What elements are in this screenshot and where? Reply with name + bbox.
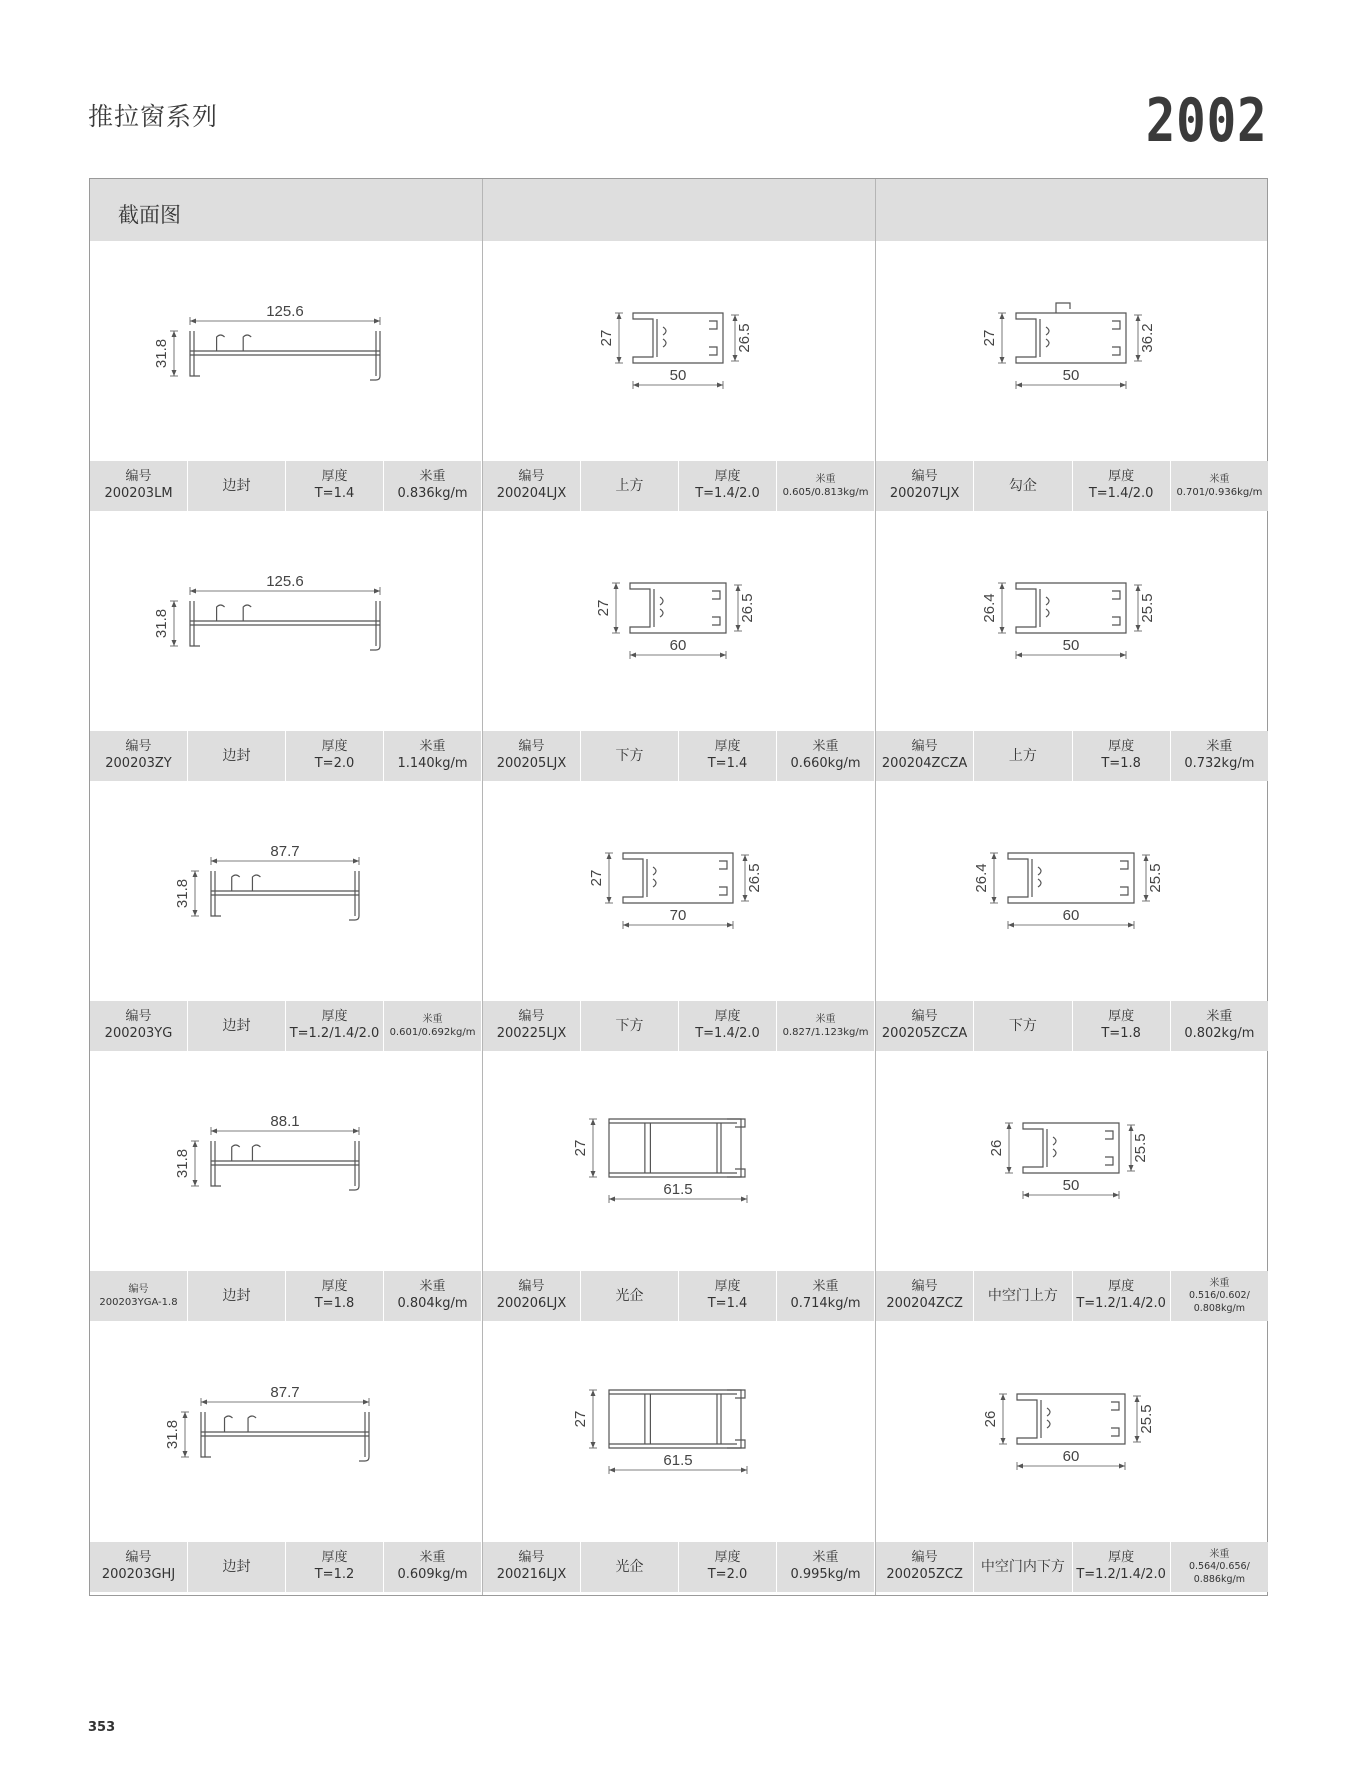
cross-section-diagram [876,241,1267,461]
product-thickness [1073,461,1171,511]
product-name-value: 下方 [615,1017,644,1034]
dimension-width-label: 61.5 [663,1181,693,1198]
spec-row [483,731,874,781]
product-thickness-value: T=1.4/2.0 [695,486,760,501]
product-thickness-value: T=1.2 [314,1567,355,1582]
product-name-value: 光企 [615,1287,644,1304]
product-thickness-label: 厚度 [321,1550,348,1566]
dimension-height-label: 27 [595,599,612,617]
profile-drawing [90,1322,481,1542]
product-weight [1171,731,1268,781]
dimension-height-label: 31.8 [174,1148,191,1179]
product-weight [1171,461,1268,511]
product-name [974,1001,1072,1051]
product-code-value: 200203LM [104,486,173,501]
profile-drawing [876,1322,1267,1542]
product-name [974,461,1072,511]
product-name-value: 边封 [222,747,251,764]
product-weight-label: 米重 [419,1279,446,1295]
product-thickness-label: 厚度 [321,469,348,485]
product-code [90,1542,188,1592]
cross-section-diagram [876,781,1267,1001]
product-name-value: 中空门上方 [987,1287,1058,1304]
cross-section-diagram [483,241,874,461]
profile-table [89,178,1268,1596]
product-weight [384,1271,481,1321]
profile-drawing [90,781,481,1001]
product-code-value: 200207LJX [889,486,960,501]
product-thickness-label: 厚度 [1108,1009,1135,1025]
profile-drawing [876,781,1267,1001]
dimension-height-label: 26.5 [736,323,753,353]
dimension-width-label: 125.6 [266,573,304,590]
product-weight-value: 0.732kg/m [1184,756,1255,771]
product-weight [1171,1542,1268,1592]
product-weight-label: 米重 [422,1014,443,1025]
product-code-value: 200205ZCZ [886,1567,963,1582]
profile-drawing [876,511,1267,731]
product-code-value: 200205ZCZA [881,1026,968,1041]
spec-row [483,1001,874,1051]
product-weight-value: 0.605/0.813kg/m [782,487,869,498]
product-thickness [1073,1001,1171,1051]
dimension-width-label: 60 [669,637,687,654]
product-thickness-label: 厚度 [321,1009,348,1025]
cross-section-diagram [90,241,481,461]
spec-row [483,1271,874,1321]
product-name-value: 边封 [222,477,251,494]
product-name-value: 光企 [615,1558,644,1575]
product-code-label: 编号 [518,1279,545,1295]
product-code-label: 编号 [911,1550,938,1566]
product-thickness-label: 厚度 [1108,1550,1135,1566]
product-name [188,461,286,511]
product-weight-label: 米重 [1209,1277,1230,1289]
product-weight-value: 0.802kg/m [1184,1026,1255,1041]
profile-drawing [483,1051,874,1271]
product-thickness-value: T=1.2/1.4/2.0 [289,1026,380,1041]
dimension-height-label: 26.4 [973,863,990,893]
product-code-value: 200204ZCZA [881,756,968,771]
product-name-value: 下方 [1008,1017,1037,1034]
dimension-height-label: 31.8 [153,608,170,639]
product-weight [777,461,874,511]
dimension-height-label: 31.8 [164,1419,181,1450]
product-weight [1171,1001,1268,1051]
product-thickness [286,461,384,511]
product-code [483,1542,581,1592]
product-thickness-label: 厚度 [1108,1279,1135,1295]
product-weight [777,1001,874,1051]
product-name [974,1271,1072,1321]
product-thickness-value: T=1.4 [707,756,748,771]
profile-drawing [90,1051,481,1271]
product-code [876,1542,974,1592]
dimension-height-label: 36.2 [1139,323,1156,353]
product-thickness-label: 厚度 [714,1009,741,1025]
dimension-width-label: 60 [1062,907,1080,924]
cross-section-diagram [483,1051,874,1271]
dimension-height-label: 25.5 [1138,1404,1155,1434]
product-weight-value: 0.609kg/m [397,1567,468,1582]
product-code-label: 编号 [125,1009,152,1025]
dimension-width-label: 125.6 [266,303,304,320]
product-thickness-value: T=2.0 [707,1567,748,1582]
section-label: 截面图 [118,203,181,227]
product-weight-label: 米重 [815,1014,836,1025]
dimension-width-label: 61.5 [663,1452,693,1469]
product-thickness-label: 厚度 [714,469,741,485]
product-code [876,1271,974,1321]
product-code-label: 编号 [911,739,938,755]
product-code-label: 编号 [125,739,152,755]
product-thickness-value: T=1.4 [314,486,355,501]
product-name-value: 边封 [222,1017,251,1034]
product-code-value: 200225LJX [496,1026,567,1041]
product-thickness [286,731,384,781]
product-code [483,461,581,511]
product-thickness-value: T=1.2/1.4/2.0 [1076,1296,1166,1311]
product-weight-value: 0.995kg/m [790,1567,861,1582]
product-thickness-value: T=1.4/2.0 [695,1026,760,1041]
product-thickness-value: T=1.2/1.4/2.0 [1076,1567,1166,1582]
product-code [483,1001,581,1051]
product-code [483,731,581,781]
product-weight [384,1542,481,1592]
profile-drawing [483,241,874,461]
product-thickness-value: T=1.4/2.0 [1088,486,1154,501]
dimension-width-label: 87.7 [270,1384,300,1401]
product-thickness-value: T=1.8 [314,1296,355,1311]
dimension-height-label: 26 [982,1410,999,1428]
dimension-height-label: 26.4 [981,593,998,623]
cross-section-diagram [90,781,481,1001]
product-code-value: 200203ZY [105,756,172,771]
product-name [188,1542,286,1592]
product-thickness [679,1001,777,1051]
product-thickness [1073,731,1171,781]
product-weight [1171,1271,1268,1321]
product-name-value: 边封 [222,1287,251,1304]
spec-row [90,1542,481,1592]
dimension-height-label: 27 [598,329,615,347]
page-title: 推拉窗系列 [88,102,219,131]
product-thickness [1073,1271,1171,1321]
product-code-label: 编号 [518,469,545,485]
profile-drawing [90,511,481,731]
dimension-height-label: 25.5 [1139,593,1156,623]
product-code-value: 200204ZCZ [886,1296,963,1311]
product-code [876,731,974,781]
dimension-width-label: 88.1 [270,1113,300,1130]
product-weight-label: 米重 [1206,739,1233,755]
product-weight-value: 0.564/0.656/ 0.886kg/m [1188,1560,1250,1585]
product-name-value: 上方 [615,477,644,494]
dimension-width-label: 50 [1062,637,1080,654]
cross-section-diagram [90,1051,481,1271]
cross-section-diagram [876,1322,1267,1542]
cross-section-diagram [483,1322,874,1542]
product-name [581,731,679,781]
spec-row [876,1271,1268,1321]
product-name [188,1271,286,1321]
spec-row [876,1001,1268,1051]
spec-row [90,461,481,511]
spec-row [90,1001,481,1051]
product-weight-label: 米重 [419,739,446,755]
spec-row [483,1542,874,1592]
dimension-height-label: 27 [572,1410,589,1428]
product-weight [384,461,481,511]
product-name [581,1001,679,1051]
profile-drawing [876,1051,1267,1271]
cross-section-diagram [876,1051,1267,1271]
dimension-height-label: 25.5 [1132,1133,1149,1163]
product-code [90,461,188,511]
product-name-value: 中空门内下方 [980,1558,1065,1575]
product-name [974,1542,1072,1592]
product-name-value: 勾企 [1008,477,1037,494]
cross-section-diagram [90,1322,481,1542]
spec-row [876,461,1268,511]
product-code [90,1001,188,1051]
product-name [581,461,679,511]
product-thickness [679,461,777,511]
product-weight [384,1001,481,1051]
profile-drawing [483,1322,874,1542]
product-code-label: 编号 [128,1284,149,1295]
dimension-width-label: 50 [1062,367,1080,384]
dimension-width-label: 70 [669,907,687,924]
product-thickness-value: T=1.8 [1101,1026,1141,1041]
product-thickness-label: 厚度 [714,1279,741,1295]
product-thickness [286,1271,384,1321]
product-name [974,731,1072,781]
spec-row [483,461,874,511]
product-name-value: 下方 [615,747,644,764]
page-number: 353 [88,1720,116,1735]
product-thickness [286,1542,384,1592]
product-code-value: 200204LJX [496,486,567,501]
dimension-height-label: 25.5 [1147,863,1164,893]
product-code-label: 编号 [518,1009,545,1025]
spec-row [876,1542,1268,1592]
product-code-label: 编号 [911,1279,938,1295]
dimension-width-label: 50 [1062,1177,1080,1194]
spec-row [876,731,1268,781]
product-code-value: 200203GHJ [101,1567,176,1582]
product-weight-label: 米重 [1209,1548,1230,1560]
product-weight [777,1542,874,1592]
product-weight-value: 1.140kg/m [397,756,468,771]
product-name [188,1001,286,1051]
product-thickness [679,731,777,781]
profile-drawing [483,511,874,731]
cross-section-diagram [483,511,874,731]
dimension-height-label: 27 [981,329,998,347]
product-weight-value: 0.804kg/m [397,1296,468,1311]
product-name [581,1542,679,1592]
series-number: 2002 [1145,86,1267,156]
product-name-value: 上方 [1008,747,1037,764]
product-thickness [286,1001,384,1051]
product-code [876,1001,974,1051]
product-weight-value: 0.516/0.602/ 0.808kg/m [1188,1289,1250,1314]
profile-drawing [483,781,874,1001]
product-code-value: 200205LJX [496,756,567,771]
product-code [90,1271,188,1321]
dimension-width-label: 87.7 [270,843,300,860]
product-weight-value: 0.701/0.936kg/m [1176,487,1263,498]
spec-row [90,731,481,781]
dimension-height-label: 26 [988,1139,1005,1157]
product-name [581,1271,679,1321]
product-weight [777,731,874,781]
product-code [90,731,188,781]
product-weight-label: 米重 [419,1550,446,1566]
dimension-height-label: 27 [572,1139,589,1157]
product-code-label: 编号 [911,1009,938,1025]
product-code-label: 编号 [518,1550,545,1566]
cross-section-diagram [483,781,874,1001]
product-code-label: 编号 [911,469,938,485]
product-weight-label: 米重 [812,1550,839,1566]
product-thickness-label: 厚度 [714,1550,741,1566]
product-weight [777,1271,874,1321]
product-code-value: 200203YG [104,1026,173,1041]
product-weight-label: 米重 [419,469,446,485]
profile-drawing [876,241,1267,461]
product-thickness-label: 厚度 [1108,739,1135,755]
product-code-value: 200203YGA-1.8 [99,1297,178,1308]
product-code-label: 编号 [125,1550,152,1566]
product-weight-value: 0.660kg/m [790,756,861,771]
product-thickness-value: T=2.0 [314,756,355,771]
product-weight-value: 0.601/0.692kg/m [389,1027,476,1038]
product-weight-label: 米重 [812,1279,839,1295]
dimension-height-label: 26.5 [746,863,763,893]
product-weight [384,731,481,781]
product-thickness-label: 厚度 [321,1279,348,1295]
product-thickness-value: T=1.8 [1101,756,1141,771]
product-weight-label: 米重 [1209,474,1230,485]
product-weight-label: 米重 [815,474,836,485]
product-code [483,1271,581,1321]
profile-drawing [90,241,481,461]
product-thickness [679,1271,777,1321]
product-weight-label: 米重 [812,739,839,755]
dimension-height-label: 26.5 [739,593,756,623]
dimension-height-label: 31.8 [153,338,170,369]
product-thickness-label: 厚度 [714,739,741,755]
dimension-width-label: 50 [669,367,687,384]
product-thickness-label: 厚度 [321,739,348,755]
product-thickness [1073,1542,1171,1592]
dimension-height-label: 27 [588,869,605,887]
product-weight-value: 0.836kg/m [397,486,468,501]
dimension-height-label: 31.8 [174,878,191,909]
dimension-width-label: 60 [1062,1448,1080,1465]
cross-section-diagram [876,511,1267,731]
spec-row [90,1271,481,1321]
product-code-label: 编号 [125,469,152,485]
product-thickness-value: T=1.4 [707,1296,748,1311]
product-thickness-label: 厚度 [1108,469,1135,485]
product-name-value: 边封 [222,1558,251,1575]
product-weight-value: 0.714kg/m [790,1296,861,1311]
product-code-value: 200206LJX [496,1296,567,1311]
product-code [876,461,974,511]
product-name [188,731,286,781]
product-weight-label: 米重 [1206,1009,1233,1025]
table-header-row [90,179,1267,241]
product-code-value: 200216LJX [496,1567,567,1582]
product-weight-value: 0.827/1.123kg/m [782,1027,869,1038]
product-thickness [679,1542,777,1592]
cross-section-diagram [90,511,481,731]
product-code-label: 编号 [518,739,545,755]
